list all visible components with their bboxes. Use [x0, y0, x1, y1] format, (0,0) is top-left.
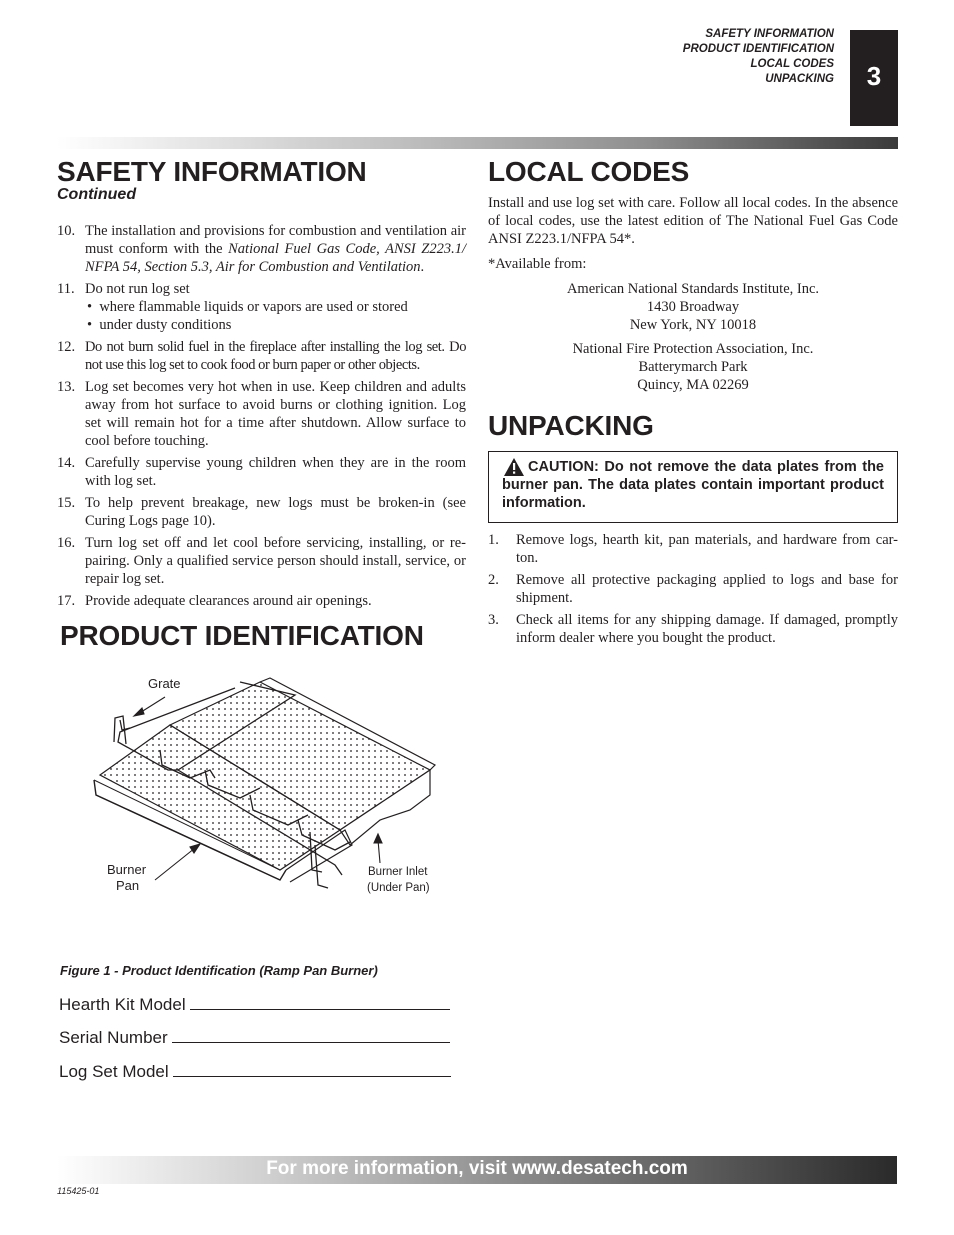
caution-text: CAUTION: Do not remove the data plates from the burner pan. The data plates contain important product information.	[502, 459, 884, 511]
burner-diagram	[90, 670, 450, 905]
header-divider-bar	[57, 137, 898, 149]
address-nfpa: National Fire Protection Association, Inc. Batterymarch Park Quincy, MA 02269	[572, 341, 814, 393]
safety-subtitle: Continued	[57, 186, 137, 203]
list-item: 10. The installation and provisions for combustion and ventilation air must conform with the National Fuel Gas Code, ANSI Z223.1/ NFPA 54, Section 5.3, Air for Combustion and Ventilation.	[57, 223, 466, 275]
list-item: 2. Remove all protective packaging applied to logs and base for shipment.	[488, 572, 898, 606]
blank-line[interactable]	[173, 1062, 451, 1077]
bullet-item: • under dusty conditions	[87, 317, 232, 333]
header-nav-item: LOCAL CODES	[750, 58, 834, 70]
warning-icon	[503, 457, 525, 477]
grate-label: Grate	[148, 676, 181, 691]
document-number: 115425-01	[57, 1186, 100, 1196]
log-set-model-field[interactable]	[59, 1062, 451, 1082]
unpacking-title: UNPACKING	[488, 410, 654, 441]
product-id-title: PRODUCT IDENTIFICATION	[60, 620, 424, 651]
field-label: Serial Number	[59, 1028, 168, 1047]
list-item: 15. To help prevent breakage, new logs must be broken-in (see Curing Logs page 10).	[57, 495, 466, 529]
list-item: 3. Check all items for any shipping damage. If damaged, promptly inform dealer where you bought the product.	[488, 612, 898, 646]
local-codes-paragraph: Install and use log set with care. Follow all local codes. In the absence of local codes, use the latest edition of The National Fuel Gas Code ANSI Z223.1/NFPA 54*.	[488, 195, 898, 247]
bullet-item: • where flammable liquids or vapors are used or stored	[87, 299, 408, 315]
list-item: 17. Provide adequate clearances around air openings.	[57, 593, 372, 609]
serial-number-field[interactable]	[59, 1028, 450, 1048]
burner-pan-label: Pan	[116, 878, 140, 893]
list-item: 1. Remove logs, hearth kit, pan materials, and hardware from car-ton.	[488, 532, 898, 566]
burner-pan-label: Burner	[107, 862, 147, 877]
page-number-tab: 3	[850, 30, 898, 126]
grate-bar	[315, 845, 328, 888]
list-item: 11. Do not run log set • where flammable liquids or vapors are used or stored • under dusty conditions	[57, 280, 466, 334]
header-nav-item: PRODUCT IDENTIFICATION	[682, 43, 834, 55]
list-item: 16. Turn log set off and let cool before servicing, installing, or re-pairing. Only a qualified service person should install, service, or repair log set.	[57, 535, 466, 587]
footer-website-text[interactable]: For more information, visit www.desatech.com	[266, 1158, 688, 1179]
hearth-kit-model-field[interactable]	[59, 995, 450, 1015]
list-item: 13. Log set becomes very hot when in use. Keep children and adults away from hot surface to avoid burns or clothing ignition. Log set will remain hot for a time after shutdown. Allow surface to cool before touching.	[57, 379, 466, 449]
header-nav-item: SAFETY INFORMATION	[705, 28, 834, 40]
safety-list	[57, 222, 466, 614]
header-nav-item: UNPACKING	[765, 73, 834, 85]
list-item: 14. Carefully supervise young children when they are in the room with log set.	[57, 455, 466, 489]
burner-inlet-label: Burner Inlet	[368, 866, 428, 878]
header-section-list	[683, 27, 834, 87]
blank-line[interactable]	[172, 1028, 450, 1043]
available-from-text: *Available from:	[488, 256, 587, 272]
local-codes-title: LOCAL CODES	[488, 156, 690, 187]
caution-box	[488, 451, 898, 523]
figure-caption: Figure 1 - Product Identification (Ramp Pan Burner)	[60, 963, 378, 978]
unpacking-steps	[488, 531, 898, 651]
list-item: 12. Do not burn solid fuel in the fireplace after installing the log set. Do not use this log set to cook food or burn paper or other objects.	[57, 339, 466, 373]
safety-title: SAFETY INFORMATION	[57, 156, 367, 187]
grate-bar	[120, 720, 130, 730]
burner-inlet-label: (Under Pan)	[367, 882, 430, 894]
blank-line[interactable]	[190, 995, 450, 1010]
field-label: Hearth Kit Model	[59, 995, 186, 1014]
field-label: Log Set Model	[59, 1062, 169, 1081]
address-ansi: American National Standards Institute, Inc. 1430 Broadway New York, NY 10018	[566, 281, 820, 333]
